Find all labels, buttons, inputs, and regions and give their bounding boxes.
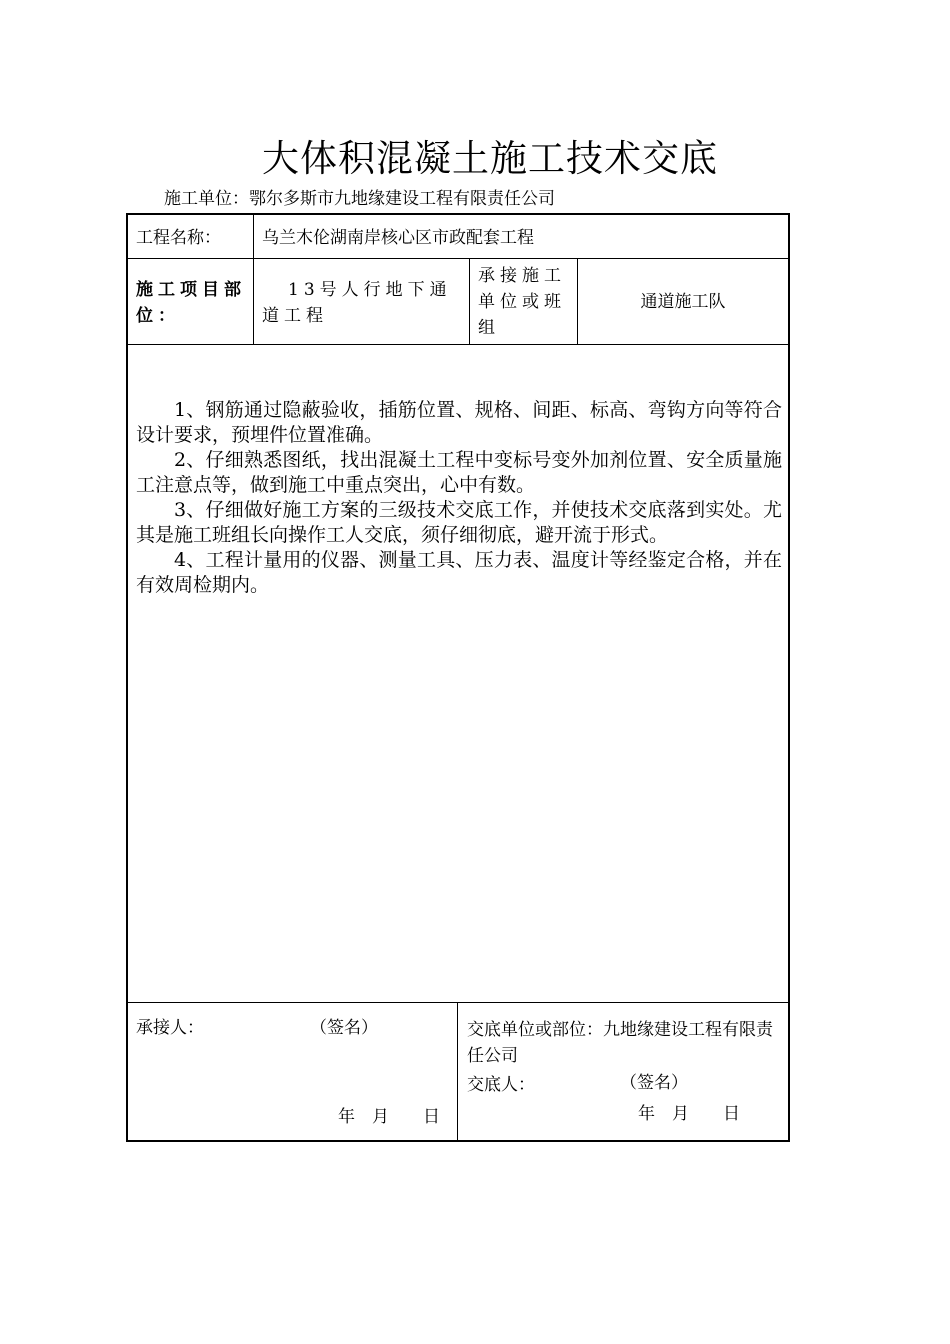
receiving-unit-label: 承接施工单位或班组 xyxy=(478,266,566,338)
content-item-4: 4、工程计量用的仪器、测量工具、压力表、温度计等经鉴定合格，并在有效周检期内。 xyxy=(136,549,782,596)
document-title: 大体积混凝土施工技术交底 xyxy=(262,137,718,180)
project-name-value: 乌兰木伦湖南岸核心区市政配套工程 xyxy=(262,228,534,248)
row-divider-2 xyxy=(127,344,789,345)
col-divider-part xyxy=(469,259,470,344)
discloser-unit: 交底单位或部位：九地缘建设工程有限责任公司 xyxy=(467,1020,773,1066)
receiving-unit-value: 通道施工队 xyxy=(640,292,726,312)
discloser-sign: （签名） xyxy=(620,1073,688,1093)
content-item-1: 1、钢筋通过隐蔽验收，插筋位置、规格、间距、标高、弯钩方向等符合设计要求，预埋件位置准确。 xyxy=(136,399,782,446)
content-item-3: 3、仔细做好施工方案的三级技术交底工作，并使技术交底落到实处。尤其是施工班组长向操作工人交底，须仔细彻底，避开流于形式。 xyxy=(136,499,782,546)
content-item-2: 2、仔细熟悉图纸，找出混凝土工程中变标号变外加剂位置、安全质量施工注意点等，做到施工中重点突出，心中有数。 xyxy=(136,449,782,496)
col-divider-label xyxy=(253,215,254,344)
project-name-label: 工程名称： xyxy=(136,228,221,248)
row-divider-3 xyxy=(127,1002,789,1003)
receiver-label: 承接人： xyxy=(136,1018,204,1038)
row-divider-1 xyxy=(127,258,789,259)
col-divider-signature xyxy=(457,1003,458,1140)
disclosure-content xyxy=(136,398,782,598)
receiver-sign: （签名） xyxy=(310,1018,378,1038)
discloser-date: 年 月 日 xyxy=(638,1104,740,1124)
project-part-value: 13号人行地下通道工程 xyxy=(262,280,452,326)
construction-unit: 施工单位：鄂尔多斯市九地缘建设工程有限责任公司 xyxy=(164,189,555,209)
discloser-label: 交底人： xyxy=(467,1075,535,1095)
project-part-label: 施工项目部位： xyxy=(136,280,246,326)
receiver-date: 年 月 日 xyxy=(338,1107,440,1127)
